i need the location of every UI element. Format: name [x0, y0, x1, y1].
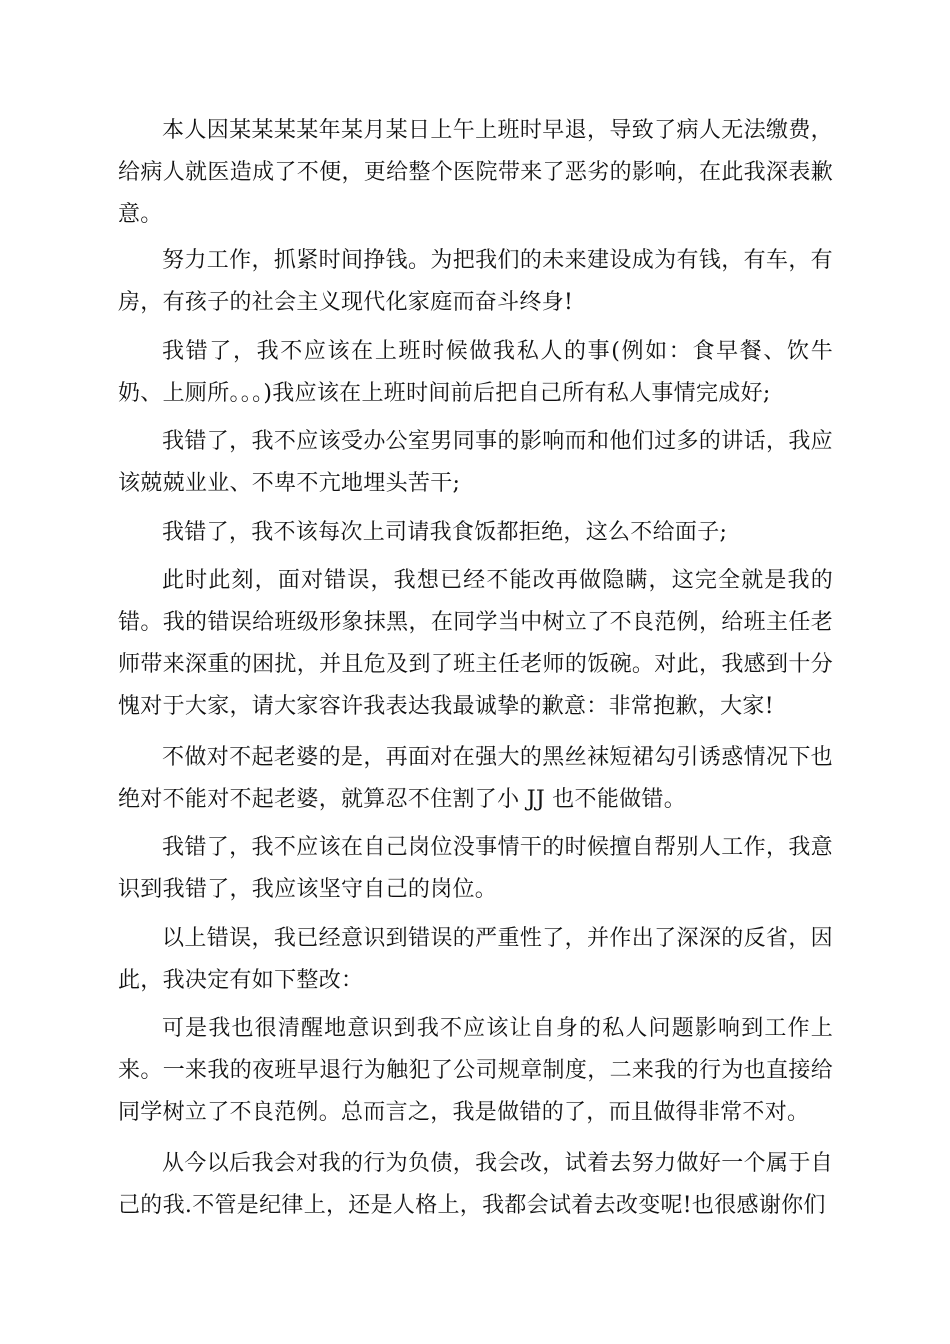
paragraph-1: 本人因某某某某年某月某日上午上班时早退，导致了病人无法缴费，给病人就医造成了不便，更给整个医院带来了恶劣的影响，在此我深表歉意。	[118, 118, 833, 227]
paragraph-10: 可是我也很清醒地意识到我不应该让自身的私人问题影响到工作上来。一来我的夜班早退行为触犯了公司规章制度，二来我的行为也直接给同学树立了不良范例。总而言之，我是做错的了，而且做得非常不对。	[118, 1016, 833, 1125]
paragraph-4: 我错了，我不应该受办公室男同事的影响而和他们过多的讲话，我应该兢兢业业、不卑不亢地埋头苦干;	[118, 429, 833, 496]
paragraph-5: 我错了，我不该每次上司请我食饭都拒绝，这么不给面子;	[162, 520, 728, 545]
paragraph-11: 从今以后我会对我的行为负债，我会改，试着去努力做好一个属于自己的我.不管是纪律上，还是人格上，我都会试着去改变呢!也很感谢你们	[118, 1151, 833, 1218]
paragraph-6: 此时此刻，面对错误，我想已经不能改再做隐瞒，这完全就是我的错。我的错误给班级形象抹黑，在同学当中树立了不良范例，给班主任老师带来深重的困扰，并且危及到了班主任老师的饭碗。对此，我感到十分愧对于大家，请大家容许我表达我最诚挚的歉意：非常抱歉，大家!	[118, 568, 833, 719]
paragraph-8: 我错了，我不应该在自己岗位没事情干的时候擅自帮别人工作，我意识到我错了，我应该坚守自己的岗位。	[118, 835, 833, 902]
paragraph-2: 努力工作，抓紧时间挣钱。为把我们的未来建设成为有钱，有车，有房，有孩子的社会主义现代化家庭而奋斗终身!	[118, 248, 833, 315]
paragraph-3: 我错了，我不应该在上班时候做我私人的事(例如：食早餐、饮牛奶、上厕所。。。)我应该在上班时间前后把自己所有私人事情完成好;	[118, 339, 833, 406]
paragraph-7: 不做对不起老婆的是，再面对在强大的黑丝袜短裙勾引诱惑情况下也绝对不能对不起老婆，就算忍不住割了小 JJ 也不能做错。	[118, 745, 833, 812]
paragraph-9: 以上错误，我已经意识到错误的严重性了，并作出了深深的反省，因此，我决定有如下整改：	[118, 926, 833, 993]
